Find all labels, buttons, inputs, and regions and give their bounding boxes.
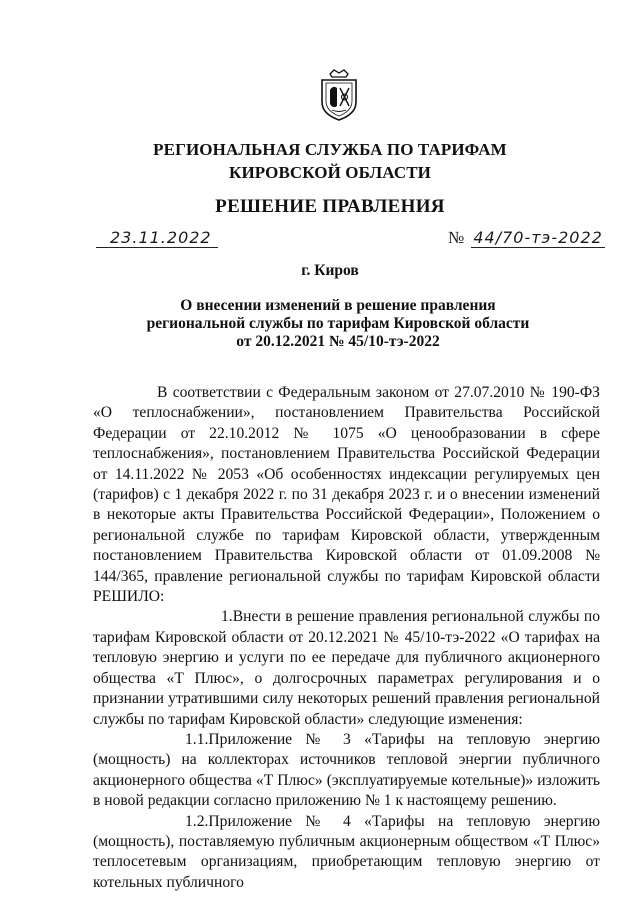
- item-1-1-paragraph: [93, 730, 600, 812]
- subject-line2: региональной службы по тарифам Кировской области: [146, 315, 530, 332]
- item-1-2-paragraph: [93, 812, 600, 894]
- organization-name-line2: КИРОВСКОЙ ОБЛАСТИ: [229, 163, 431, 182]
- item-1-1-label: 1.1.: [185, 730, 209, 748]
- item-1-1-text: Приложение № 3 «Тарифы на тепловую энергию (мощность) на коллекторах источников тепловой энергии публичного акционерного общества «Т Плюс» (эксплуатируемые котельные)» изложить в новой редакции согласно приложению № 1 к настоящему решению.: [93, 730, 600, 810]
- document-date: 23.11.2022: [96, 228, 218, 248]
- document-type-title: РЕШЕНИЕ ПРАВЛЕНИЯ: [215, 196, 445, 217]
- preamble-paragraph: В соответствии с Федеральным законом от 27.07.2010 № 190-ФЗ «О теплоснабжении», постановлением Правительства Российской Федерации от 22.10.2012 № 1075 «О ценообразовании в сфере теплоснабжения», постановлением Правительства Российской Федерации от 14.11.2022 № 2053 «Об особенностях индексации регулируемых цен (тарифов) с 1 декабря 2022 г. по 31 декабря 2023 г. и о внесении изменений в некоторые акты Правительства Российской Федерации», Положением о региональной службе по тарифам Кировской области, утвержденным постановлением Правительства Кировской области от 01.09.2008 № 144/365, правление региональной службы по тарифам Кировской области РЕШИЛО:: [93, 384, 600, 606]
- item-1-label: 1.: [221, 608, 233, 626]
- document-number: 44/70-тэ-2022: [473, 228, 603, 247]
- item-1-2-text: Приложение № 4 «Тарифы на тепловую энергию (мощность), поставляемую публичным акционерным обществом «Т Плюс» теплосетевым организациям, приобретающим тепловую энергию от котельных публичного: [93, 812, 600, 891]
- kirov-coat-of-arms-icon: [318, 68, 360, 122]
- document-subject: [18, 297, 640, 351]
- city-line: г. Киров: [301, 262, 359, 279]
- organization-name-line1: РЕГИОНАЛЬНАЯ СЛУЖБА ПО ТАРИФАМ: [153, 140, 507, 159]
- document-body: [93, 383, 600, 893]
- item-1-paragraph: [93, 607, 600, 729]
- document-number-block: [448, 228, 605, 248]
- subject-line3: от 20.12.2021 № 45/10-тэ-2022: [236, 333, 440, 350]
- item-1-text: Внести в решение правления региональной службы по тарифам Кировской области от 20.12.2021 № 45/10-тэ-2022 «О тарифах на тепловую энергию и услуги по ее передаче для публичного акционерного общества «Т Плюс», о долгосрочных параметрах регулирования и о признании утратившими силу некоторых решений правления региональной службы по тарифам Кировской области» следующие изменения:: [93, 608, 600, 728]
- item-1-2-label: 1.2.: [185, 812, 209, 830]
- number-sign: №: [448, 228, 466, 247]
- subject-line1: О внесении изменений в решение правления: [180, 297, 496, 314]
